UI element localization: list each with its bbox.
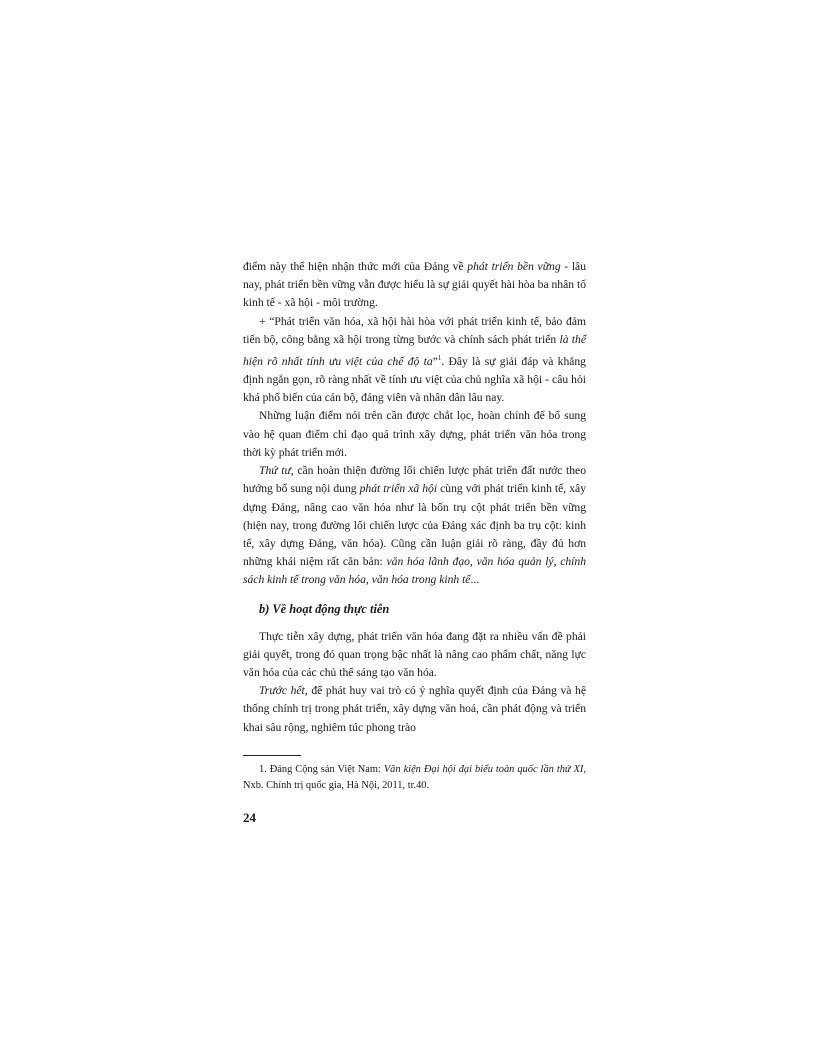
italic-terms: văn hóa lãnh đạo, văn hóa quản lý, chính sách kinh tế trong văn hóa, văn hóa trong kinh tế: [243, 555, 586, 587]
text-run: + “Phát triển văn hóa, xã hội hài hòa với phát triển kinh tế, bảo đảm tiến bộ, công bằng xã hội trong từng bước và chính sách phát triển: [243, 314, 586, 346]
section-subheading: b) Về hoạt động thực tiễn: [259, 601, 390, 616]
page-number: 24: [243, 809, 256, 825]
italic-quote: là thể hiện rõ nhất tính ưu việt của chế độ ta: [243, 332, 586, 368]
book-page: [243, 258, 586, 826]
footnote-divider: [243, 755, 301, 756]
paragraph-3: Những luận điểm nói trên cần được chắt lọc, hoàn chỉnh để bổ sung vào hệ quan điểm chỉ đạo quá trình xây dựng, phát triển văn hóa trong thời kỳ phát triển mới.: [243, 409, 586, 459]
paragraph-5: Thực tiễn xây dựng, phát triển văn hóa đang đặt ra nhiều vấn đề phải giải quyết, trong đó quan trọng bậc nhất là nâng cao phẩm chất, năng lực văn hóa của các chủ thể sáng tạo văn hóa.: [243, 629, 586, 679]
text-run: , Nxb. Chính trị quốc gia, Hà Nội, 2011, tr.40.: [243, 763, 586, 791]
italic-title: Văn kiện Đại hội đại biểu toàn quốc lần thứ XI: [383, 763, 584, 775]
footnote: [243, 762, 586, 794]
text-run: , cần hoàn thiện đường lối chiến lược phát triển đất nước theo hướng bổ sung nội dung: [243, 464, 587, 496]
italic-term: phát triển bền vững: [467, 260, 561, 273]
paragraph-2: [243, 313, 586, 408]
text-run: , để phát huy vai trò có ý nghĩa quyết định của Đảng và hệ thống chính trị trong phát triển, xây dựng văn hoá, cần phát động và triển khai sâu rộng, nghiêm túc phong trào: [243, 684, 586, 734]
text-run: 1. Đảng Cộng sản Việt Nam:: [259, 763, 384, 775]
text-run: điểm này thể hiện nhận thức mới của Đảng về: [243, 260, 468, 273]
text-run: cùng với phát triển kinh tế, xây dựng Đảng, nâng cao văn hóa như là bốn trụ cột phát triển bền vững (hiện nay, trong đường lối chiến lược của Đảng xác định ba trụ cột: kinh tế, xây dựng Đảng, văn hóa). Cũng cần luận giải rõ ràng, đầy đủ hơn những khái niệm rất căn bản:: [243, 482, 586, 569]
text-run: ...: [470, 573, 480, 587]
paragraph-1: [243, 258, 586, 313]
italic-lead: Trước hết: [259, 684, 305, 698]
footnote-marker: 1: [437, 354, 442, 363]
italic-lead: Thứ tư: [259, 464, 291, 478]
paragraph-6: [243, 682, 586, 737]
text-run: ”: [432, 354, 438, 368]
italic-term: phát triển xã hội: [359, 482, 438, 496]
text-run: - lâu nay, phát triển bền vững vẫn được hiểu là sự giải quyết hài hòa ba nhân tố kinh tế - xã hội - môi trường.: [243, 260, 586, 310]
text-run: . Đây là sự giải đáp và khẳng định ngắn gọn, rõ ràng nhất về tính ưu việt của chủ nghĩa xã hội - câu hỏi khá phổ biến của cán bộ, đảng viên và nhân dân lâu nay.: [243, 354, 586, 405]
paragraph-4: [243, 462, 586, 589]
